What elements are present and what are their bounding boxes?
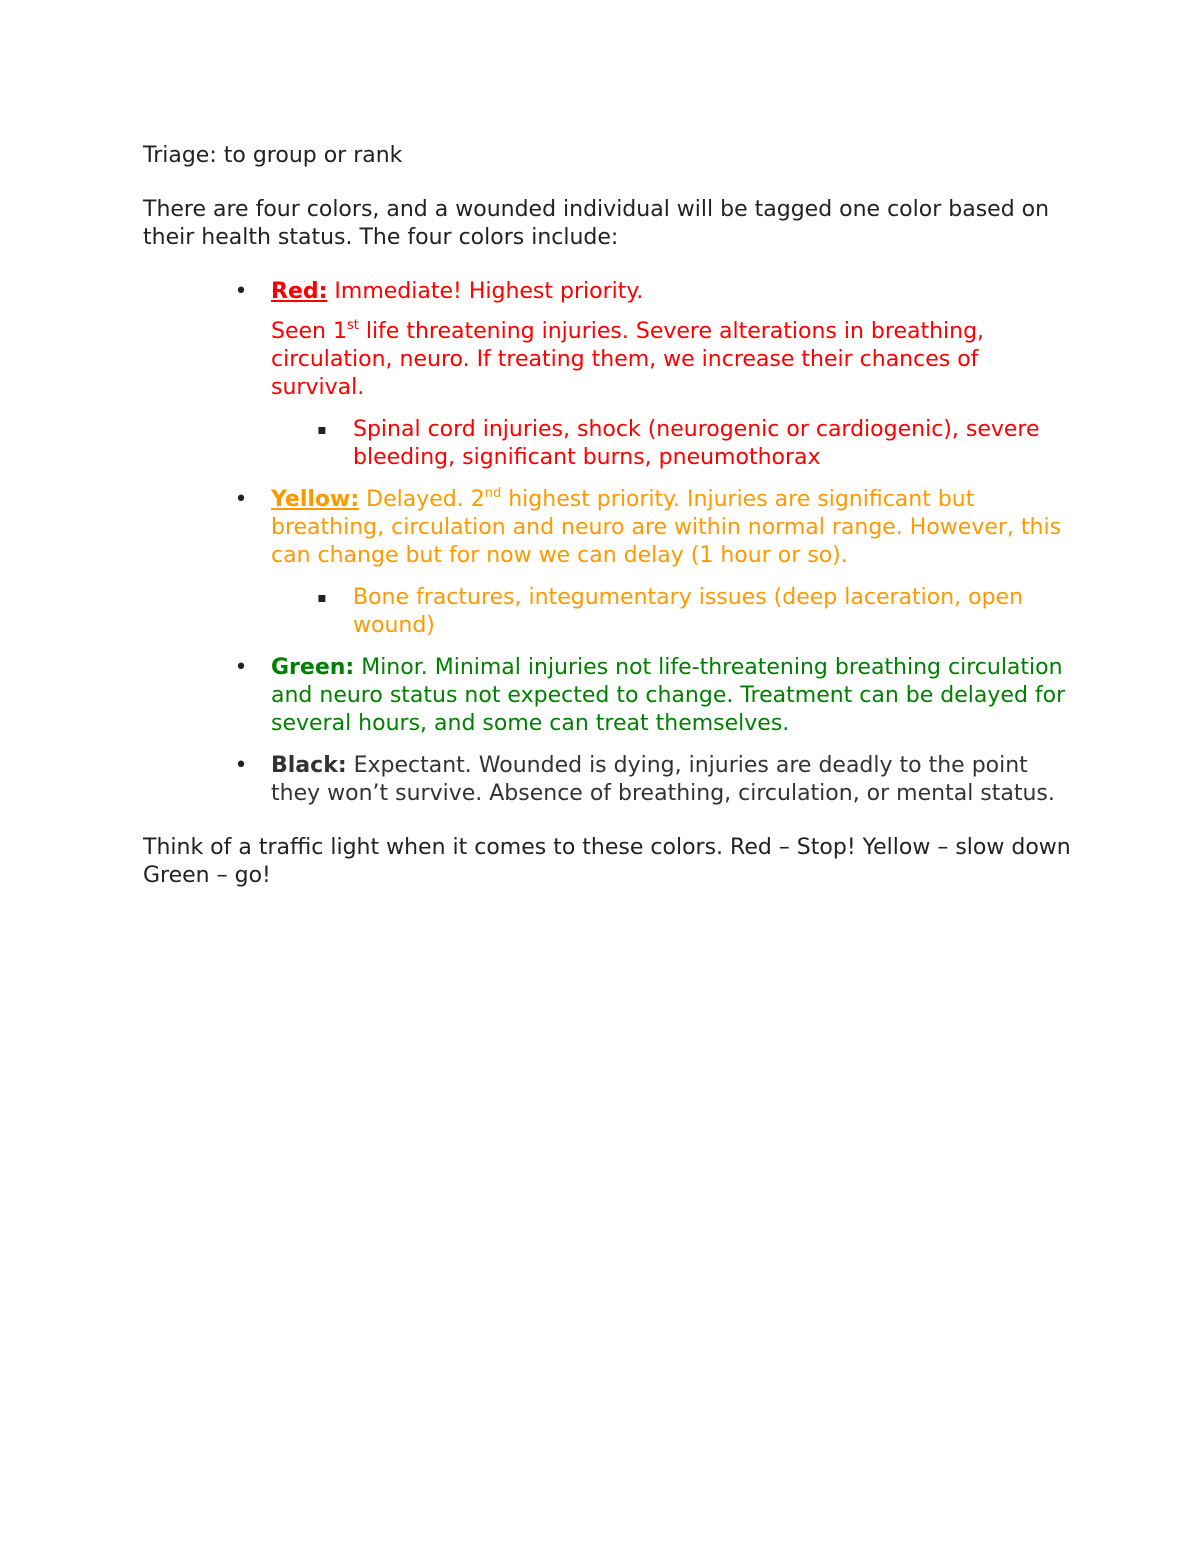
closing-paragraph: Think of a traffic light when it comes to these colors. Red – Stop! Yellow – slow down Green – go!	[143, 835, 1071, 888]
document-page	[143, 142, 1073, 890]
yellow-text-sup: nd	[484, 486, 502, 501]
green-line	[271, 654, 1073, 738]
bullet-icon: •	[234, 487, 248, 512]
black-text: Expectant. Wounded is dying, injuries are deadly to the point they won’t survive. Absence of breathing, circulation, or mental status.	[271, 753, 1055, 806]
intro-paragraph: There are four colors, and a wounded individual will be tagged one color based on their health status. The four colors include:	[143, 197, 1050, 250]
bullet-icon: •	[234, 279, 248, 304]
list-item-red	[143, 278, 1073, 402]
square-bullet-icon: ▪	[317, 422, 327, 438]
red-text: Immediate! Highest priority.	[327, 279, 644, 304]
red-para-sup: st	[346, 318, 359, 333]
sub-item-yellow	[143, 584, 1073, 640]
bullet-icon: •	[234, 655, 248, 680]
red-line	[271, 278, 1073, 306]
bullet-icon: •	[234, 753, 248, 778]
black-line	[271, 752, 1073, 808]
square-bullet-icon: ▪	[317, 590, 327, 606]
sub-item-red	[143, 416, 1073, 472]
green-label: Green:	[271, 655, 355, 680]
red-para-rest: life threatening injuries. Severe alterations in breathing, circulation, neuro. If treating them, we increase their chances of survival.	[271, 319, 985, 400]
black-label: Black:	[271, 753, 347, 778]
list-item-green	[143, 654, 1073, 738]
red-detail-paragraph	[271, 318, 1073, 402]
yellow-label: Yellow:	[271, 487, 360, 512]
yellow-text-rest: highest priority. Injuries are significant but breathing, circulation and neuro are within normal range. However, this can change but for now we can delay (1 hour or so).	[271, 487, 1062, 568]
yellow-line	[271, 486, 1073, 570]
red-sub-text: Spinal cord injuries, shock (neurogenic or cardiogenic), severe bleeding, significant burns, pneumothorax	[353, 417, 1040, 470]
yellow-text-prefix: Delayed. 2	[359, 487, 485, 512]
list-item-black	[143, 752, 1073, 808]
green-text: Minor. Minimal injuries not life-threatening breathing circulation and neuro status not expected to change. Treatment can be delayed for several hours, and some can treat themselves.	[271, 655, 1066, 736]
red-para-prefix: Seen 1	[271, 319, 347, 344]
red-label: Red:	[271, 279, 328, 304]
document-title: Triage: to group or rank	[143, 143, 403, 168]
list-item-yellow	[143, 486, 1073, 570]
yellow-sub-text: Bone fractures, integumentary issues (deep laceration, open wound)	[353, 585, 1024, 638]
